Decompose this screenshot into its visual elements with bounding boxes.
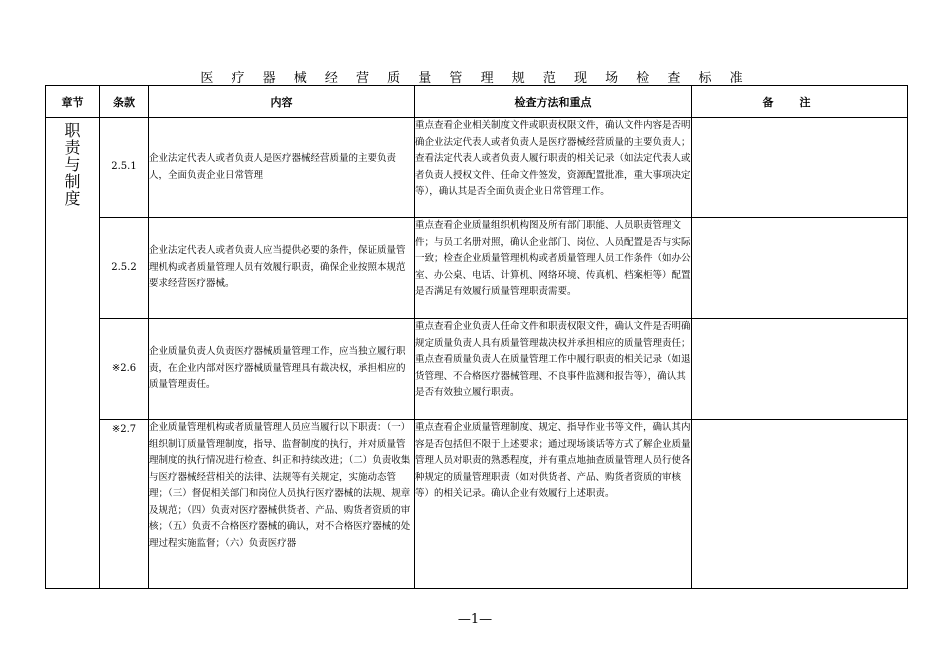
header-remark: 备注 (692, 86, 908, 118)
header-content: 内容 (149, 86, 415, 118)
clause-cell: 2.5.2 (100, 218, 149, 319)
remark-cell (692, 420, 908, 589)
content-cell: 企业法定代表人或者负责人应当提供必要的条件，保证质量管理机构或者质量管理人员有效履行职责，确保企业按照本规范要求经营医疗器械。 (149, 218, 415, 319)
chapter-name: 职责与制度 (64, 121, 81, 208)
clause-cell (100, 420, 149, 589)
inspection-table (45, 85, 908, 589)
content-cell: 企业质量负责人负责医疗器械质量管理工作，应当独立履行职责，在企业内部对医疗器械质量管理具有裁决权，承担相应的质量管理责任。 (149, 319, 415, 420)
table-row (46, 218, 908, 319)
page-number: —1— (457, 612, 493, 627)
header-chapter: 章节 (46, 86, 100, 118)
clause-number: ※2.7 (111, 424, 137, 435)
remark-cell (692, 319, 908, 420)
method-cell: 重点查看企业负责人任命文件和职责权限文件，确认文件是否明确规定质量负责人具有质量管理裁决权并承担相应的质量管理责任；重点查看质量负责人在质量管理工作中履行职责的相关记录（如退货管理、不合格医疗器械管理、不良事件监测和报告等），确认其是否有效独立履行职责。 (415, 319, 692, 420)
table-header-row (46, 86, 908, 118)
table-row (46, 420, 908, 589)
table-row (46, 319, 908, 420)
table-row (46, 118, 908, 218)
remark-cell (692, 218, 908, 319)
remark-cell (692, 118, 908, 218)
method-cell: 重点查看企业相关制度文件或职责权限文件，确认文件内容是否明确企业法定代表人或者负责人是医疗器械经营质量的主要负责人；查看法定代表人或者负责人履行职责的相关记录（如法定代表人或者负责人授权文件、任命文件签发，资源配置批准，重大事项决定等），确认其是否全面负责企业日常管理工作。 (415, 118, 692, 218)
method-cell: 重点查看企业质量组织机构图及所有部门职能、人员职责管理文件；与员工名册对照，确认企业部门、岗位、人员配置是否与实际一致；检查企业质量管理机构或者质量管理人员工作条件（如办公室、办公桌、电话、计算机、网络环境、传真机、档案柜等）配置是否满足有效履行质量管理职责需要。 (415, 218, 692, 319)
document-title: 医 疗 器 械 经 营 质 量 管 理 规 范 现 场 检 查 标 准 (200, 71, 750, 86)
content-cell: 企业质量管理机构或者质量管理人员应当履行以下职责：（一）组织制订质量管理制度，指导、监督制度的执行，并对质量管理制度的执行情况进行检查、纠正和持续改进；（二）负责收集与医疗器械经营相关的法律、法规等有关规定，实施动态管理；（三）督促相关部门和岗位人员执行医疗器械的法规、规章及规范；（四）负责对医疗器械供货者、产品、购货者资质的审核；（五）负责不合格医疗器械的确认，对不合格医疗器械的处理过程实施监督；（六）负责医疗器 (149, 420, 415, 589)
method-cell: 重点查看企业质量管理制度、规定、指导作业书等文件，确认其内容是否包括但不限于上述要求；通过现场谈话等方式了解企业质量管理人员对职责的熟悉程度，并有重点地抽查质量管理人员行使各种规定的质量管理职责（如对供货者、产品、购货者资质的审核等）的相关记录。确认企业有效履行上述职责。 (415, 420, 692, 589)
clause-cell: ※2.6 (100, 319, 149, 420)
content-cell: 企业法定代表人或者负责人是医疗器械经营质量的主要负责人，全面负责企业日常管理 (149, 118, 415, 218)
header-clause: 条款 (100, 86, 149, 118)
header-method: 检查方法和重点 (415, 86, 692, 118)
chapter-cell (46, 118, 100, 589)
clause-cell: 2.5.1 (100, 118, 149, 218)
